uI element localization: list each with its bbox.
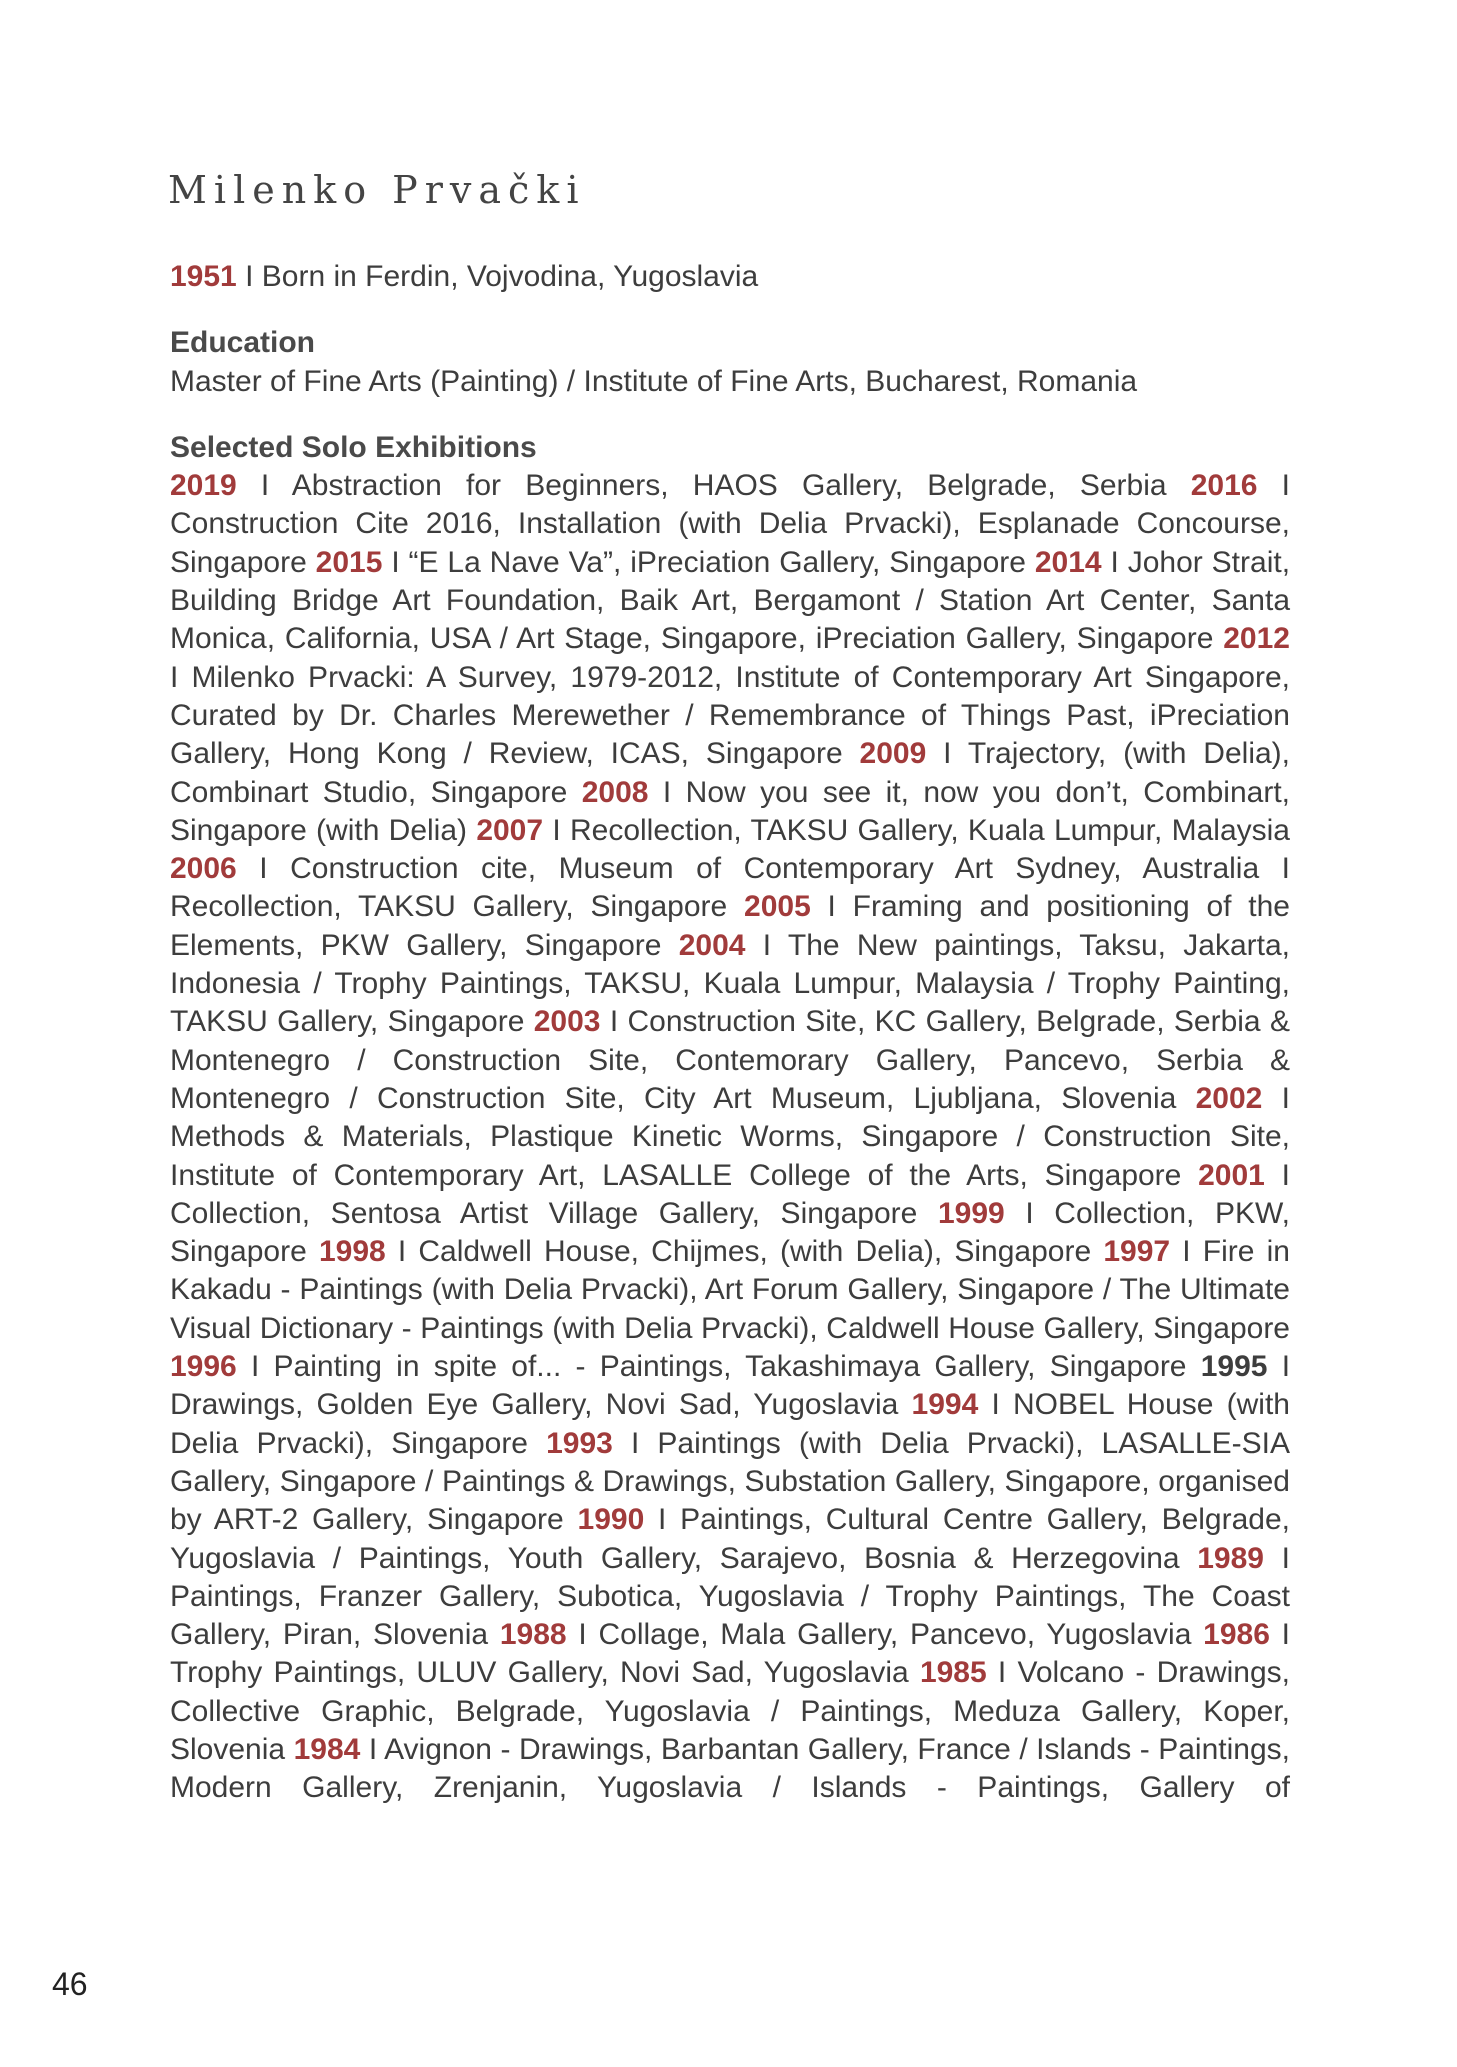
- exhibition-year: 2005: [744, 890, 811, 924]
- exhibition-year: 2006: [170, 852, 237, 886]
- exhibition-year: 2007: [476, 813, 544, 847]
- exhibition-text: Construction Cite 2016, Installation (with Delia Prvacki), Esplanade Concourse, Singapore: [170, 507, 1290, 579]
- exhibition-text: Methods & Materials, Plastique Kinetic Worms, Singapore / Construction Site, Institute of Contemporary Art, LASALLE College of the Arts, Singapore: [170, 1120, 1290, 1192]
- exhibition-text: NOBEL House (with Delia Prvacki), Singapore: [170, 1388, 1290, 1460]
- exhibition-text: Avignon - Drawings, Barbantan Gallery, France / Islands - Paintings, Modern Gallery, Zrenjanin, Yugoslavia / Islands - Paintings, Gallery of: [170, 1732, 1290, 1805]
- separator: I: [391, 545, 400, 579]
- exhibition-text: The New paintings, Taksu, Jakarta, Indonesia / Trophy Paintings, TAKSU, Kuala Lumpur, Malaysia / Trophy Painting, TAKSU Gallery, Singapore: [170, 928, 1290, 1039]
- exhibition-year: 2009: [859, 737, 927, 771]
- separator: I: [997, 1656, 1007, 1690]
- biography-content: [170, 258, 1290, 1808]
- exhibition-text: Drawings, Golden Eye Gallery, Novi Sad, Yugoslavia: [170, 1388, 899, 1422]
- born-year: 1951: [170, 260, 237, 293]
- exhibition-text: Framing and positioning of the Elements, PKW Gallery, Singapore: [170, 890, 1290, 962]
- separator: I: [1281, 1618, 1291, 1652]
- exhibition-year: 1985: [919, 1656, 987, 1690]
- education-text: Master of Fine Arts (Painting) / Institute of Fine Arts, Bucharest, Romania: [170, 364, 1138, 398]
- exhibition-year: 1994: [911, 1388, 979, 1422]
- solo-exhibitions-heading: Selected Solo Exhibitions: [170, 430, 537, 464]
- exhibition-text: Collection, Sentosa Artist Village Gallery, Singapore: [170, 1196, 918, 1230]
- exhibition-year: 2012: [1223, 622, 1290, 656]
- exhibition-text: Now you see it, now you don’t, Combinart, Singapore (with Delia): [170, 775, 1291, 847]
- exhibition-year: 2001: [1198, 1158, 1265, 1192]
- exhibition-year: 2019: [170, 469, 237, 503]
- exhibition-entry: [316, 546, 1026, 579]
- exhibition-year: 2016: [1190, 469, 1258, 503]
- exhibition-text: Collection, PKW, Singapore: [170, 1196, 1290, 1269]
- exhibition-text: Abstraction for Beginners, HAOS Gallery, Belgrade, Serbia: [291, 469, 1167, 503]
- separator: I: [250, 1350, 260, 1384]
- exhibition-text: Milenko Prvacki: A Survey, 1979-2012, Institute of Contemporary Art Singapore, Curated by Dr. Charles Merewether / Remembrance of Things Past, iPreciation Gallery, Hong Kong / Review, ICAS, Singapore: [170, 660, 1290, 771]
- separator: I: [1281, 469, 1290, 503]
- exhibition-year: 2004: [678, 928, 746, 962]
- exhibition-text: Trajectory, (with Delia), Combinart Studio, Singapore: [170, 737, 1290, 809]
- exhibition-text: Recollection, TAKSU Gallery, Kuala Lumpur, Malaysia: [569, 813, 1290, 847]
- separator: I: [1281, 1350, 1291, 1384]
- separator: I: [1110, 545, 1119, 579]
- exhibition-year: 1998: [318, 1235, 386, 1269]
- exhibition-entry: [170, 1350, 1187, 1383]
- exhibition-text: Paintings (with Delia Prvacki), LASALLE-SIA Gallery, Singapore / Paintings & Drawings, Substation Gallery, Singapore, organised by ART-2 Gallery, Singapore: [170, 1426, 1290, 1537]
- exhibition-year: 1986: [1203, 1618, 1270, 1652]
- separator: I: [552, 813, 561, 847]
- exhibition-text: “E La Nave Va”, iPreciation Gallery, Singapore: [408, 545, 1026, 579]
- exhibition-text: Painting in spite of... - Paintings, Takashimaya Gallery, Singapore: [273, 1350, 1187, 1384]
- exhibition-year: 2003: [533, 1005, 601, 1039]
- separator: I: [245, 260, 254, 293]
- separator: I: [1281, 1081, 1290, 1115]
- separator: I: [397, 1235, 407, 1269]
- exhibition-year: 2002: [1195, 1081, 1263, 1115]
- separator: I: [827, 890, 836, 924]
- exhibition-text: Construction cite, Museum of Contemporary Art Sydney, Australia I Recollection, TAKSU Gallery, Singapore: [170, 852, 1290, 924]
- separator: I: [630, 1426, 640, 1460]
- separator: I: [609, 1005, 619, 1039]
- exhibition-year: 1993: [546, 1426, 613, 1460]
- exhibition-year: 2008: [581, 775, 649, 809]
- exhibition-entry: [500, 1618, 1192, 1651]
- separator: I: [662, 775, 672, 809]
- exhibition-year: 1997: [1103, 1235, 1171, 1269]
- born-text: Born in Ferdin, Vojvodina, Yugoslavia: [261, 260, 759, 293]
- page-number: 46: [52, 1966, 88, 2002]
- exhibition-text: Volcano - Drawings, Collective Graphic, Belgrade, Yugoslavia / Paintings, Meduza Gallery, Koper, Slovenia: [170, 1656, 1291, 1766]
- separator: I: [578, 1618, 587, 1652]
- exhibition-year: 1984: [293, 1732, 361, 1766]
- separator: I: [1281, 1541, 1290, 1575]
- separator: I: [259, 852, 268, 886]
- separator: I: [658, 1503, 667, 1537]
- exhibition-year: 2015: [315, 545, 383, 579]
- education-heading: Education: [170, 326, 316, 360]
- exhibition-year: 1990: [577, 1503, 645, 1537]
- exhibition-entry: [319, 1235, 1091, 1268]
- exhibition-text: Fire in Kakadu - Paintings (with Delia Prvacki), Art Forum Gallery, Singapore / The Ultimate Visual Dictionary - Paintings (with Delia Prvacki), Caldwell House Gallery, Singapore: [170, 1235, 1290, 1345]
- separator: I: [762, 928, 772, 962]
- separator: I: [368, 1732, 378, 1766]
- separator: I: [170, 660, 179, 694]
- exhibition-text: Caldwell House, Chijmes, (with Delia), Singapore: [418, 1235, 1092, 1269]
- separator: I: [943, 737, 952, 771]
- exhibition-entry: [170, 469, 1167, 502]
- exhibition-year: 1988: [499, 1618, 567, 1652]
- separator: I: [991, 1388, 1000, 1422]
- exhibition-year: 1995: [1200, 1350, 1268, 1384]
- exhibition-text: Paintings, Cultural Centre Gallery, Belgrade, Yugoslavia / Paintings, Youth Gallery, Sarajevo, Bosnia & Herzegovina: [170, 1503, 1290, 1575]
- exhibition-year: 2014: [1034, 545, 1102, 579]
- solo-exhibitions-list: [170, 467, 1290, 1807]
- separator: I: [1025, 1196, 1034, 1230]
- exhibition-entry: [170, 1733, 1290, 1804]
- exhibition-year: 1989: [1197, 1541, 1264, 1575]
- exhibition-text: Trophy Paintings, ULUV Gallery, Novi Sad, Yugoslavia: [170, 1656, 909, 1690]
- exhibition-text: Johor Strait, Building Bridge Art Foundation, Baik Art, Bergamont / Station Art Center, Santa Monica, California, USA / Art Stage, Singapore, iPreciation Gallery, Singapore: [170, 545, 1291, 656]
- exhibition-text: Construction Site, KC Gallery, Belgrade, Serbia & Montenegro / Construction Site, Contemorary Gallery, Pancevo, Serbia & Montenegro / Construction Site, City Art Museum, Ljubljana, Slovenia: [170, 1005, 1290, 1115]
- exhibition-year: 1999: [937, 1196, 1005, 1230]
- exhibition-text: Collage, Mala Gallery, Pancevo, Yugoslavia: [598, 1618, 1192, 1652]
- separator: I: [260, 469, 270, 503]
- exhibition-year: 1996: [170, 1350, 237, 1384]
- separator: I: [1182, 1235, 1191, 1269]
- artist-name: Milenko Prvački: [168, 168, 586, 212]
- separator: I: [1281, 1158, 1290, 1192]
- born-line: [170, 258, 1290, 296]
- exhibition-text: Paintings, Franzer Gallery, Subotica, Yugoslavia / Trophy Paintings, The Coast Gallery, Piran, Slovenia: [170, 1579, 1290, 1652]
- exhibition-entry: [476, 814, 1290, 847]
